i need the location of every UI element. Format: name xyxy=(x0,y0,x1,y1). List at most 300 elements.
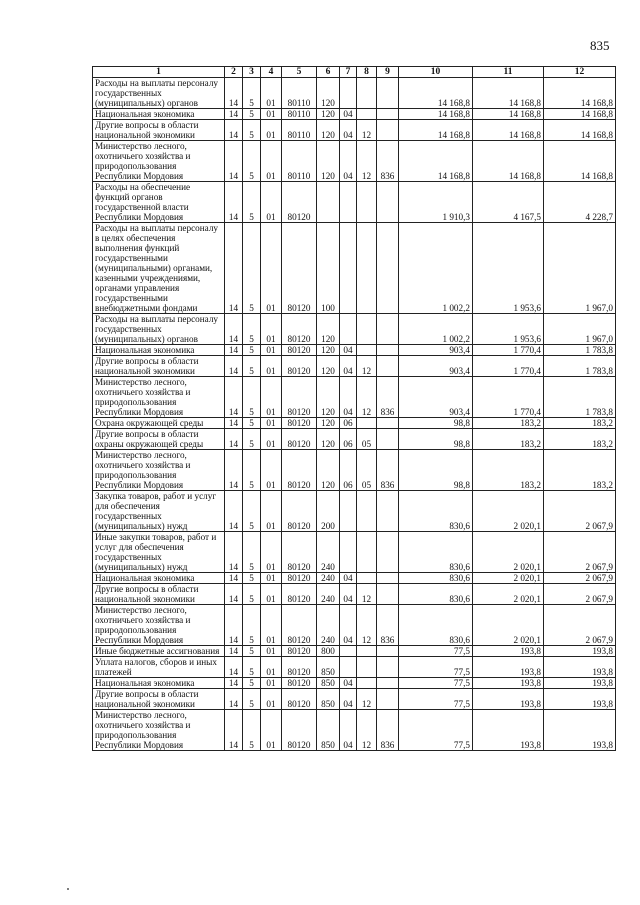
table-row xyxy=(93,532,616,573)
amount-cell: 193,8 xyxy=(544,689,616,710)
code-cell: 836 xyxy=(377,450,399,491)
amount-cell: 2 020,1 xyxy=(473,491,544,532)
code-cell xyxy=(357,678,377,689)
code-cell: 14 xyxy=(225,573,243,584)
amount-cell: 1 953,6 xyxy=(473,223,544,314)
amount-cell: 77,5 xyxy=(399,646,473,657)
code-cell: 14 xyxy=(225,605,243,646)
code-cell: 06 xyxy=(340,429,357,450)
code-cell: 120 xyxy=(317,429,340,450)
code-cell: 04 xyxy=(340,109,357,120)
header-cell: 3 xyxy=(243,67,261,78)
code-cell: 80110 xyxy=(282,120,317,141)
code-cell: 240 xyxy=(317,573,340,584)
table-row xyxy=(93,377,616,418)
code-cell: 5 xyxy=(243,689,261,710)
code-cell: 14 xyxy=(225,689,243,710)
code-cell: 14 xyxy=(225,78,243,109)
amount-cell: 77,5 xyxy=(399,710,473,751)
code-cell: 120 xyxy=(317,141,340,182)
code-cell: 80120 xyxy=(282,678,317,689)
code-cell xyxy=(377,646,399,657)
code-cell: 5 xyxy=(243,584,261,605)
code-cell: 80120 xyxy=(282,182,317,223)
code-cell: 5 xyxy=(243,109,261,120)
code-cell: 01 xyxy=(261,182,282,223)
code-cell: 01 xyxy=(261,584,282,605)
amount-cell: 14 168,8 xyxy=(399,141,473,182)
code-cell xyxy=(357,532,377,573)
code-cell: 836 xyxy=(377,141,399,182)
item-name-cell: Расходы на обеспечение функций органов государственной власти Республики Мордовия xyxy=(93,182,225,223)
code-cell: 5 xyxy=(243,491,261,532)
amount-cell: 1 967,0 xyxy=(544,223,616,314)
code-cell: 240 xyxy=(317,605,340,646)
code-cell: 5 xyxy=(243,710,261,751)
table-row xyxy=(93,78,616,109)
amount-cell: 4 228,7 xyxy=(544,182,616,223)
code-cell: 5 xyxy=(243,120,261,141)
header-cell: 1 xyxy=(93,67,225,78)
item-name-cell: Национальная экономика xyxy=(93,573,225,584)
code-cell xyxy=(377,345,399,356)
amount-cell: 2 067,9 xyxy=(544,491,616,532)
amount-cell: 1 002,2 xyxy=(399,223,473,314)
code-cell: 01 xyxy=(261,109,282,120)
code-cell: 01 xyxy=(261,657,282,678)
code-cell: 01 xyxy=(261,646,282,657)
code-cell: 120 xyxy=(317,377,340,418)
code-cell: 80120 xyxy=(282,345,317,356)
code-cell: 14 xyxy=(225,314,243,345)
code-cell: 04 xyxy=(340,605,357,646)
header-cell: 10 xyxy=(399,67,473,78)
amount-cell: 903,4 xyxy=(399,345,473,356)
code-cell: 01 xyxy=(261,710,282,751)
code-cell: 5 xyxy=(243,573,261,584)
code-cell: 5 xyxy=(243,182,261,223)
code-cell: 12 xyxy=(357,120,377,141)
code-cell xyxy=(377,356,399,377)
code-cell: 05 xyxy=(357,429,377,450)
header-cell: 7 xyxy=(340,67,357,78)
item-name-cell: Министерство лесного, охотничьего хозяйства и природопользования Республики Мордовия xyxy=(93,605,225,646)
item-name-cell: Другие вопросы в области национальной экономики xyxy=(93,120,225,141)
code-cell: 06 xyxy=(340,418,357,429)
table-row xyxy=(93,450,616,491)
budget-table xyxy=(92,66,616,751)
item-name-cell: Министерство лесного, охотничьего хозяйства и природопользования Республики Мордовия xyxy=(93,710,225,751)
table-row xyxy=(93,182,616,223)
code-cell: 5 xyxy=(243,646,261,657)
amount-cell: 14 168,8 xyxy=(544,78,616,109)
header-cell: 2 xyxy=(225,67,243,78)
code-cell: 12 xyxy=(357,584,377,605)
amount-cell: 1 770,4 xyxy=(473,345,544,356)
table-row xyxy=(93,678,616,689)
code-cell: 04 xyxy=(340,141,357,182)
table-row xyxy=(93,418,616,429)
code-cell: 80120 xyxy=(282,223,317,314)
table-row xyxy=(93,109,616,120)
code-cell: 5 xyxy=(243,356,261,377)
code-cell xyxy=(357,109,377,120)
amount-cell: 903,4 xyxy=(399,356,473,377)
code-cell: 200 xyxy=(317,491,340,532)
code-cell: 5 xyxy=(243,141,261,182)
code-cell: 12 xyxy=(357,710,377,751)
table-row xyxy=(93,429,616,450)
amount-cell: 2 020,1 xyxy=(473,573,544,584)
amount-cell: 77,5 xyxy=(399,689,473,710)
item-name-cell: Другие вопросы в области национальной экономики xyxy=(93,689,225,710)
amount-cell: 183,2 xyxy=(473,429,544,450)
amount-cell: 14 168,8 xyxy=(399,109,473,120)
amount-cell: 830,6 xyxy=(399,491,473,532)
code-cell: 04 xyxy=(340,356,357,377)
amount-cell: 14 168,8 xyxy=(544,120,616,141)
code-cell: 06 xyxy=(340,450,357,491)
code-cell: 5 xyxy=(243,223,261,314)
amount-cell: 193,8 xyxy=(544,657,616,678)
code-cell: 850 xyxy=(317,657,340,678)
code-cell: 120 xyxy=(317,78,340,109)
item-name-cell: Расходы на выплаты персоналу в целях обеспечения выполнения функций государственными (муниципальными) органами, казенными учреждениями, органами управления государственными внебюджетными фондами xyxy=(93,223,225,314)
code-cell: 01 xyxy=(261,377,282,418)
code-cell xyxy=(340,491,357,532)
code-cell: 01 xyxy=(261,532,282,573)
amount-cell: 183,2 xyxy=(473,450,544,491)
item-name-cell: Расходы на выплаты персоналу государственных (муниципальных) органов xyxy=(93,314,225,345)
amount-cell: 193,8 xyxy=(544,710,616,751)
code-cell: 04 xyxy=(340,573,357,584)
code-cell: 80120 xyxy=(282,710,317,751)
item-name-cell: Другие вопросы в области национальной экономики xyxy=(93,356,225,377)
table-header-row xyxy=(93,67,616,78)
code-cell xyxy=(377,689,399,710)
code-cell: 80120 xyxy=(282,491,317,532)
code-cell: 14 xyxy=(225,491,243,532)
amount-cell: 1 783,8 xyxy=(544,356,616,377)
code-cell: 14 xyxy=(225,450,243,491)
code-cell: 80120 xyxy=(282,418,317,429)
code-cell: 04 xyxy=(340,584,357,605)
code-cell: 5 xyxy=(243,678,261,689)
code-cell: 04 xyxy=(340,689,357,710)
code-cell xyxy=(377,120,399,141)
code-cell: 836 xyxy=(377,605,399,646)
code-cell xyxy=(357,491,377,532)
code-cell xyxy=(357,657,377,678)
code-cell: 01 xyxy=(261,78,282,109)
code-cell xyxy=(357,646,377,657)
code-cell xyxy=(377,657,399,678)
amount-cell: 193,8 xyxy=(544,646,616,657)
code-cell xyxy=(357,573,377,584)
code-cell: 5 xyxy=(243,605,261,646)
item-name-cell: Иные закупки товаров, работ и услуг для обеспечения государственных (муниципальных) нужд xyxy=(93,532,225,573)
code-cell: 14 xyxy=(225,646,243,657)
amount-cell: 14 168,8 xyxy=(544,109,616,120)
code-cell: 01 xyxy=(261,120,282,141)
amount-cell: 14 168,8 xyxy=(473,141,544,182)
table-row xyxy=(93,356,616,377)
amount-cell: 14 168,8 xyxy=(473,109,544,120)
code-cell: 80120 xyxy=(282,532,317,573)
code-cell: 80120 xyxy=(282,605,317,646)
code-cell: 240 xyxy=(317,584,340,605)
code-cell xyxy=(377,223,399,314)
amount-cell: 193,8 xyxy=(473,678,544,689)
code-cell: 5 xyxy=(243,78,261,109)
code-cell: 5 xyxy=(243,418,261,429)
code-cell xyxy=(377,532,399,573)
code-cell: 14 xyxy=(225,182,243,223)
header-cell: 8 xyxy=(357,67,377,78)
code-cell xyxy=(377,584,399,605)
amount-cell: 830,6 xyxy=(399,584,473,605)
header-cell: 5 xyxy=(282,67,317,78)
amount-cell: 193,8 xyxy=(473,689,544,710)
code-cell: 80120 xyxy=(282,314,317,345)
code-cell: 01 xyxy=(261,491,282,532)
code-cell: 850 xyxy=(317,678,340,689)
code-cell: 04 xyxy=(340,345,357,356)
code-cell: 01 xyxy=(261,356,282,377)
header-cell: 6 xyxy=(317,67,340,78)
amount-cell: 98,8 xyxy=(399,429,473,450)
amount-cell: 193,8 xyxy=(473,710,544,751)
code-cell xyxy=(340,314,357,345)
code-cell: 80110 xyxy=(282,78,317,109)
code-cell: 01 xyxy=(261,689,282,710)
item-name-cell: Другие вопросы в области охраны окружающей среды xyxy=(93,429,225,450)
code-cell xyxy=(377,78,399,109)
code-cell xyxy=(357,78,377,109)
code-cell xyxy=(340,657,357,678)
code-cell: 14 xyxy=(225,678,243,689)
amount-cell: 830,6 xyxy=(399,605,473,646)
code-cell: 80120 xyxy=(282,689,317,710)
amount-cell: 830,6 xyxy=(399,532,473,573)
item-name-cell: Уплата налогов, сборов и иных платежей xyxy=(93,657,225,678)
amount-cell: 98,8 xyxy=(399,450,473,491)
amount-cell: 98,8 xyxy=(399,418,473,429)
table-row xyxy=(93,345,616,356)
item-name-cell: Министерство лесного, охотничьего хозяйства и природопользования Республики Мордовия xyxy=(93,377,225,418)
code-cell: 5 xyxy=(243,377,261,418)
code-cell xyxy=(377,182,399,223)
table-row xyxy=(93,120,616,141)
amount-cell: 14 168,8 xyxy=(544,141,616,182)
item-name-cell: Расходы на выплаты персоналу государственных (муниципальных) органов xyxy=(93,78,225,109)
code-cell: 14 xyxy=(225,377,243,418)
code-cell xyxy=(340,532,357,573)
amount-cell: 183,2 xyxy=(544,450,616,491)
code-cell: 04 xyxy=(340,678,357,689)
code-cell xyxy=(357,345,377,356)
code-cell: 120 xyxy=(317,450,340,491)
code-cell: 05 xyxy=(357,450,377,491)
page-number: 835 xyxy=(590,38,610,53)
amount-cell: 1 783,8 xyxy=(544,377,616,418)
table-row xyxy=(93,584,616,605)
amount-cell: 903,4 xyxy=(399,377,473,418)
code-cell xyxy=(340,646,357,657)
code-cell xyxy=(317,182,340,223)
amount-cell: 1 002,2 xyxy=(399,314,473,345)
code-cell xyxy=(357,418,377,429)
code-cell: 80120 xyxy=(282,356,317,377)
code-cell: 12 xyxy=(357,377,377,418)
code-cell: 800 xyxy=(317,646,340,657)
code-cell: 14 xyxy=(225,120,243,141)
header-cell: 12 xyxy=(544,67,616,78)
code-cell: 5 xyxy=(243,532,261,573)
code-cell xyxy=(377,314,399,345)
code-cell: 12 xyxy=(357,356,377,377)
amount-cell: 2 020,1 xyxy=(473,532,544,573)
item-name-cell: Национальная экономика xyxy=(93,678,225,689)
amount-cell: 14 168,8 xyxy=(473,78,544,109)
code-cell: 5 xyxy=(243,429,261,450)
code-cell: 14 xyxy=(225,418,243,429)
code-cell: 836 xyxy=(377,377,399,418)
code-cell: 01 xyxy=(261,223,282,314)
item-name-cell: Иные бюджетные ассигнования xyxy=(93,646,225,657)
item-name-cell: Национальная экономика xyxy=(93,109,225,120)
table-row xyxy=(93,491,616,532)
table-row xyxy=(93,710,616,751)
code-cell: 01 xyxy=(261,678,282,689)
code-cell xyxy=(377,678,399,689)
code-cell: 80120 xyxy=(282,646,317,657)
table-row xyxy=(93,314,616,345)
code-cell: 80120 xyxy=(282,429,317,450)
code-cell xyxy=(377,429,399,450)
amount-cell: 830,6 xyxy=(399,573,473,584)
code-cell: 836 xyxy=(377,710,399,751)
code-cell xyxy=(377,418,399,429)
table-row xyxy=(93,646,616,657)
code-cell: 14 xyxy=(225,532,243,573)
code-cell: 01 xyxy=(261,141,282,182)
code-cell: 14 xyxy=(225,657,243,678)
code-cell: 01 xyxy=(261,573,282,584)
amount-cell: 2 067,9 xyxy=(544,584,616,605)
code-cell: 120 xyxy=(317,120,340,141)
amount-cell: 2 020,1 xyxy=(473,584,544,605)
code-cell: 80110 xyxy=(282,141,317,182)
item-name-cell: Другие вопросы в области национальной экономики xyxy=(93,584,225,605)
amount-cell: 1 910,3 xyxy=(399,182,473,223)
code-cell: 80120 xyxy=(282,657,317,678)
item-name-cell: Закупка товаров, работ и услуг для обеспечения государственных (муниципальных) нужд xyxy=(93,491,225,532)
code-cell xyxy=(340,182,357,223)
amount-cell: 1 953,6 xyxy=(473,314,544,345)
amount-cell: 77,5 xyxy=(399,657,473,678)
code-cell: 240 xyxy=(317,532,340,573)
code-cell: 01 xyxy=(261,605,282,646)
amount-cell: 14 168,8 xyxy=(473,120,544,141)
scan-speck xyxy=(67,888,69,890)
amount-cell: 183,2 xyxy=(473,418,544,429)
item-name-cell: Национальная экономика xyxy=(93,345,225,356)
amount-cell: 193,8 xyxy=(473,657,544,678)
header-cell: 11 xyxy=(473,67,544,78)
code-cell xyxy=(357,223,377,314)
amount-cell: 14 168,8 xyxy=(399,78,473,109)
amount-cell: 77,5 xyxy=(399,678,473,689)
code-cell: 850 xyxy=(317,710,340,751)
code-cell: 14 xyxy=(225,356,243,377)
code-cell: 5 xyxy=(243,657,261,678)
code-cell: 80120 xyxy=(282,584,317,605)
code-cell xyxy=(377,109,399,120)
code-cell: 01 xyxy=(261,429,282,450)
amount-cell: 2 067,9 xyxy=(544,605,616,646)
amount-cell: 193,8 xyxy=(473,646,544,657)
code-cell: 120 xyxy=(317,356,340,377)
table-row xyxy=(93,141,616,182)
code-cell: 80110 xyxy=(282,109,317,120)
code-cell: 12 xyxy=(357,689,377,710)
code-cell: 01 xyxy=(261,314,282,345)
code-cell xyxy=(357,182,377,223)
code-cell: 01 xyxy=(261,418,282,429)
code-cell: 12 xyxy=(357,605,377,646)
table-row xyxy=(93,605,616,646)
code-cell: 04 xyxy=(340,710,357,751)
amount-cell: 183,2 xyxy=(544,418,616,429)
code-cell: 100 xyxy=(317,223,340,314)
code-cell xyxy=(377,573,399,584)
code-cell: 120 xyxy=(317,418,340,429)
amount-cell: 1 967,0 xyxy=(544,314,616,345)
amount-cell: 4 167,5 xyxy=(473,182,544,223)
table-row xyxy=(93,657,616,678)
table-row xyxy=(93,689,616,710)
amount-cell: 2 067,9 xyxy=(544,573,616,584)
code-cell: 850 xyxy=(317,689,340,710)
code-cell: 120 xyxy=(317,345,340,356)
code-cell xyxy=(340,78,357,109)
code-cell: 14 xyxy=(225,223,243,314)
code-cell: 04 xyxy=(340,120,357,141)
code-cell: 04 xyxy=(340,377,357,418)
code-cell xyxy=(340,223,357,314)
amount-cell: 193,8 xyxy=(544,678,616,689)
amount-cell: 1 783,8 xyxy=(544,345,616,356)
code-cell xyxy=(357,314,377,345)
amount-cell: 14 168,8 xyxy=(399,120,473,141)
code-cell: 5 xyxy=(243,314,261,345)
item-name-cell: Министерство лесного, охотничьего хозяйства и природопользования Республики Мордовия xyxy=(93,141,225,182)
header-cell: 9 xyxy=(377,67,399,78)
table-row xyxy=(93,223,616,314)
item-name-cell: Министерство лесного, охотничьего хозяйства и природопользования Республики Мордовия xyxy=(93,450,225,491)
code-cell: 14 xyxy=(225,710,243,751)
code-cell: 14 xyxy=(225,109,243,120)
table-row xyxy=(93,573,616,584)
code-cell: 80120 xyxy=(282,377,317,418)
header-cell: 4 xyxy=(261,67,282,78)
code-cell: 120 xyxy=(317,314,340,345)
amount-cell: 1 770,4 xyxy=(473,356,544,377)
item-name-cell: Охрана окружающей среды xyxy=(93,418,225,429)
code-cell: 12 xyxy=(357,141,377,182)
code-cell xyxy=(377,491,399,532)
